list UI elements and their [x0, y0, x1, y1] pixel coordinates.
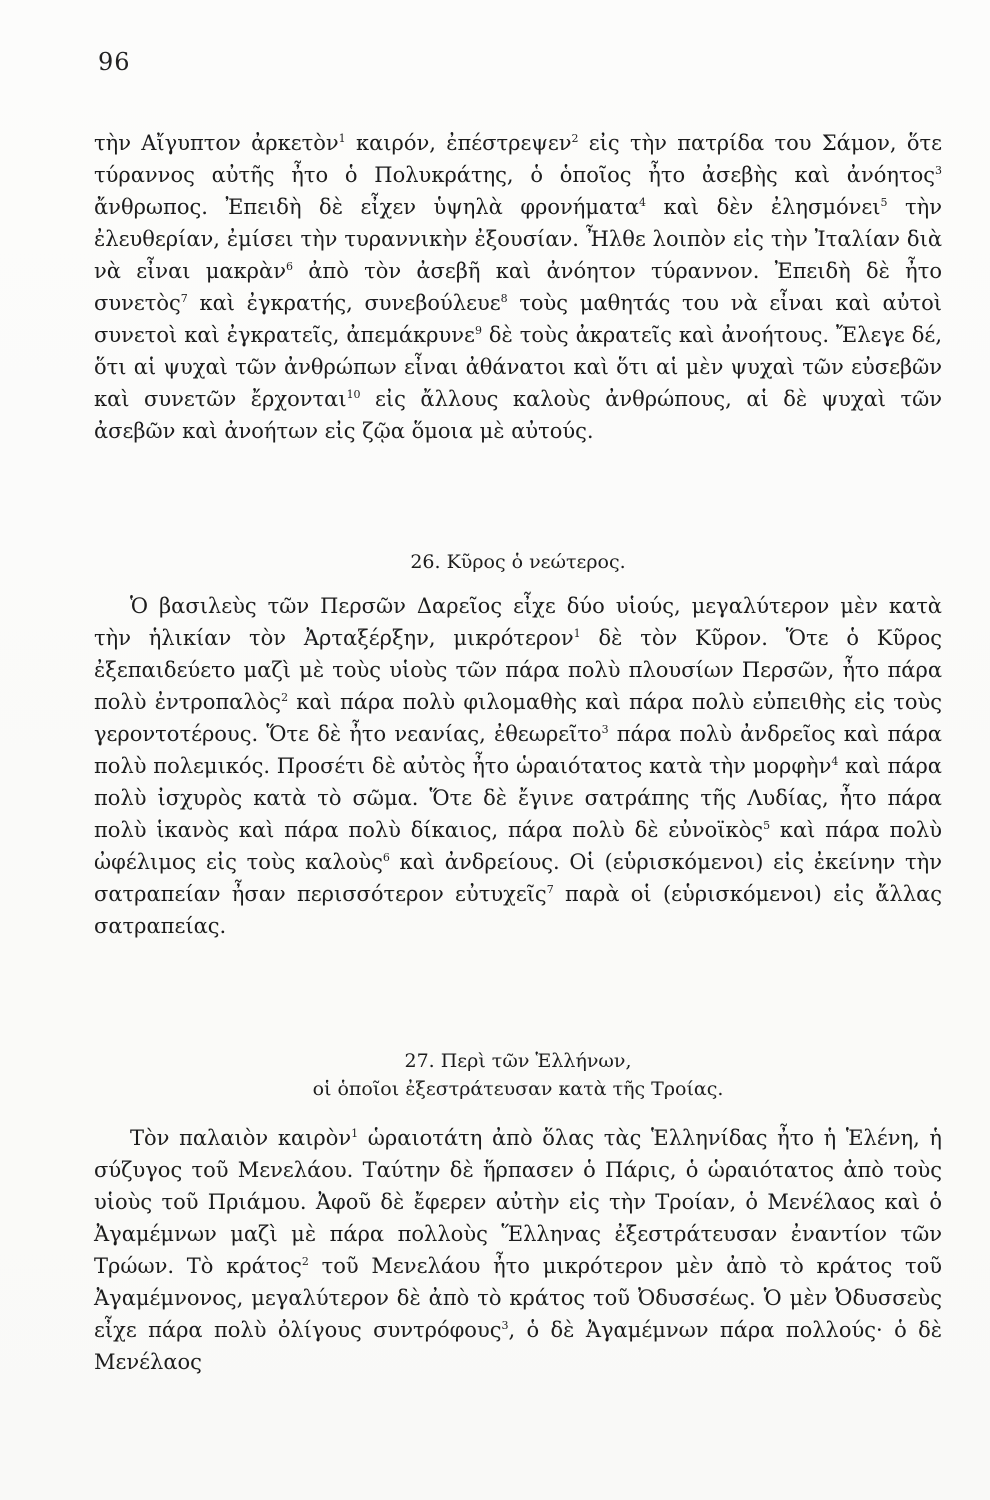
footnote-marker: 7	[180, 292, 188, 305]
chapter-heading-27	[94, 1047, 942, 1103]
footnote-marker: 3	[501, 1319, 509, 1332]
pythagoras-paragraph	[94, 127, 942, 447]
footnote-marker: 5	[763, 819, 771, 832]
footnote-marker: 3	[601, 723, 609, 736]
footnote-marker: 6	[382, 851, 390, 864]
chapter-heading-27-title: 27. Περὶ τῶν Ἑλλήνων,	[404, 1050, 632, 1072]
helen-paragraph	[94, 1122, 942, 1378]
footnote-marker: 10	[346, 388, 361, 401]
footnote-marker: 2	[571, 132, 579, 145]
footnote-marker: 1	[573, 627, 581, 640]
chapter-heading-27-subtitle: οἱ ὁποῖοι ἐξεστράτευσαν κατὰ τῆς Τροίας.	[312, 1078, 724, 1100]
footnote-marker: 4	[831, 755, 839, 768]
chapter-heading-26: 26. Κῦρος ὁ νεώτερος.	[410, 551, 626, 573]
footnote-marker: 6	[285, 260, 293, 273]
footnote-marker: 5	[880, 196, 888, 209]
footnote-marker: 8	[500, 292, 508, 305]
footnote-marker: 2	[301, 1255, 309, 1268]
footnote-marker: 9	[474, 324, 482, 337]
footnote-marker: 7	[546, 883, 554, 896]
footnote-marker: 3	[935, 164, 942, 177]
paragraph-text: τὴν Αἴγυπτον ἀρκετὸν$^1$ καιρόν, ἐπέστρεψεν$^2$ εἰς τὴν πατρίδα του Σάμον, ὅτε τύραννος αὐτῆς ἦτο ὁ Πολυκράτης, ὁ ὁποῖος ἦτο ἀσεβὴς καὶ ἀνόητος$^3$ ἄνθρωπος. Ἐπειδὴ δὲ εἶχεν ὑψηλὰ φρονήματα$^4$ καὶ δὲν ἐλησμόνει$^5$ τὴν ἐλευθερίαν, ἐμίσει τὴν τυραννικὴν ἐξουσίαν. Ἦλθε λοιπὸν εἰς τὴν Ἰταλίαν διὰ νὰ εἶναι μακρὰν$^6$ ἀπὸ τὸν ἀσεβῆ καὶ ἀνόητον τύραννον. Ἐπειδὴ δὲ ἦτο συνετὸς$^7$ καὶ ἐγκρατής, συνεβούλευε$^8$ τοὺς μαθητάς του νὰ εἶναι καὶ αὐτοὶ συνετοὶ καὶ ἐγκρατεῖς, ἀπεμάκρυνε$^9$ δὲ τοὺς ἀκρατεῖς καὶ ἀνοήτους. Ἔλεγε δέ, ὅτι αἱ ψυχαὶ τῶν ἀνθρώπων εἶναι ἀθάνατοι καὶ ὅτι αἱ μὲν ψυχαὶ τῶν εὐσεβῶν καὶ συνετῶν ἔρχονται$^{10}$ εἰς ἄλλους καλοὺς ἀνθρώπους, αἱ δὲ ψυχαὶ τῶν ἀσεβῶν καὶ ἀνοήτων εἰς ζῷα ὅμοια μὲ αὐτούς.	[94, 131, 943, 443]
cyrus-paragraph	[94, 590, 942, 942]
footnote-marker: 1	[338, 132, 346, 145]
page-number: 96	[98, 48, 131, 76]
footnote-marker: 1	[351, 1127, 359, 1140]
footnote-marker: 2	[281, 691, 289, 704]
paragraph-text: Τὸν παλαιὸν καιρὸν$^1$ ὡραιοτάτη ἀπὸ ὅλας τὰς Ἑλληνίδας ἦτο ἡ Ἑλένη, ἡ σύζυγος τοῦ Μενελάου. Ταύτην δὲ ἥρπασεν ὁ Πάρις, ὁ ὡραιότατος ἀπὸ τοὺς υἱοὺς τοῦ Πριάμου. Ἀφοῦ δὲ ἔφερεν αὐτὴν εἰς τὴν Τροίαν, ὁ Μενέλαος καὶ ὁ Ἀγαμέμνων μαζὶ μὲ πάρα πολλοὺς Ἕλληνας ἐξεστράτευσαν ἐναντίον τῶν Τρώων. Τὸ κράτος$^2$ τοῦ Μενελάου ἦτο μικρότερον μὲν ἀπὸ τὸ κράτος τοῦ Ἀγαμέμνονος, μεγαλύτερον δὲ ἀπὸ τὸ κράτος τοῦ Ὀδυσσέως. Ὁ μὲν Ὀδυσσεὺς εἶχε πάρα πολὺ ὀλίγους συντρόφους$^3$, ὁ δὲ Ἀγαμέμνων πάρα πολλούς· ὁ δὲ Μενέλαος	[94, 1126, 942, 1374]
footnote-marker: 4	[639, 196, 647, 209]
paragraph-text: Ὁ βασιλεὺς τῶν Περσῶν Δαρεῖος εἶχε δύο υἱούς, μεγαλύτερον μὲν κατὰ τὴν ἡλικίαν τὸν Ἀρταξέρξην, μικρότερον$^1$ δὲ τὸν Κῦρον. Ὅτε ὁ Κῦρος ἐξεπαιδεύετο μαζὶ μὲ τοὺς υἱοὺς τῶν πάρα πολὺ πλουσίων Περσῶν, ἦτο πάρα πολὺ ἐντροπαλὸς$^2$ καὶ πάρα πολὺ φιλομαθὴς καὶ πάρα πολὺ εὐπειθὴς εἰς τοὺς γεροντοτέρους. Ὅτε δὲ ἦτο νεανίας, ἐθεωρεῖτο$^3$ πάρα πολὺ ἀνδρεῖος καὶ πάρα πολὺ πολεμικός. Προσέτι δὲ αὐτὸς ἦτο ὡραιότατος κατὰ τὴν μορφὴν$^4$ καὶ πάρα πολὺ ἰσχυρὸς κατὰ τὸ σῶμα. Ὅτε δὲ ἔγινε σατράπης τῆς Λυδίας, ἦτο πάρα πολὺ ἱκανὸς καὶ πάρα πολὺ δίκαιος, πάρα πολὺ δὲ εὐνοϊκὸς$^5$ καὶ πάρα πολὺ ὠφέλιμος εἰς τοὺς καλοὺς$^6$ καὶ ἀνδρείους. Οἱ (εὑρισκόμενοι) εἰς ἐκείνην τὴν σατραπείαν ἦσαν περισσότερον εὐτυχεῖς$^7$ παρὰ οἱ (εὑρισκόμενοι) εἰς ἄλλας σατραπείας.	[94, 594, 943, 938]
